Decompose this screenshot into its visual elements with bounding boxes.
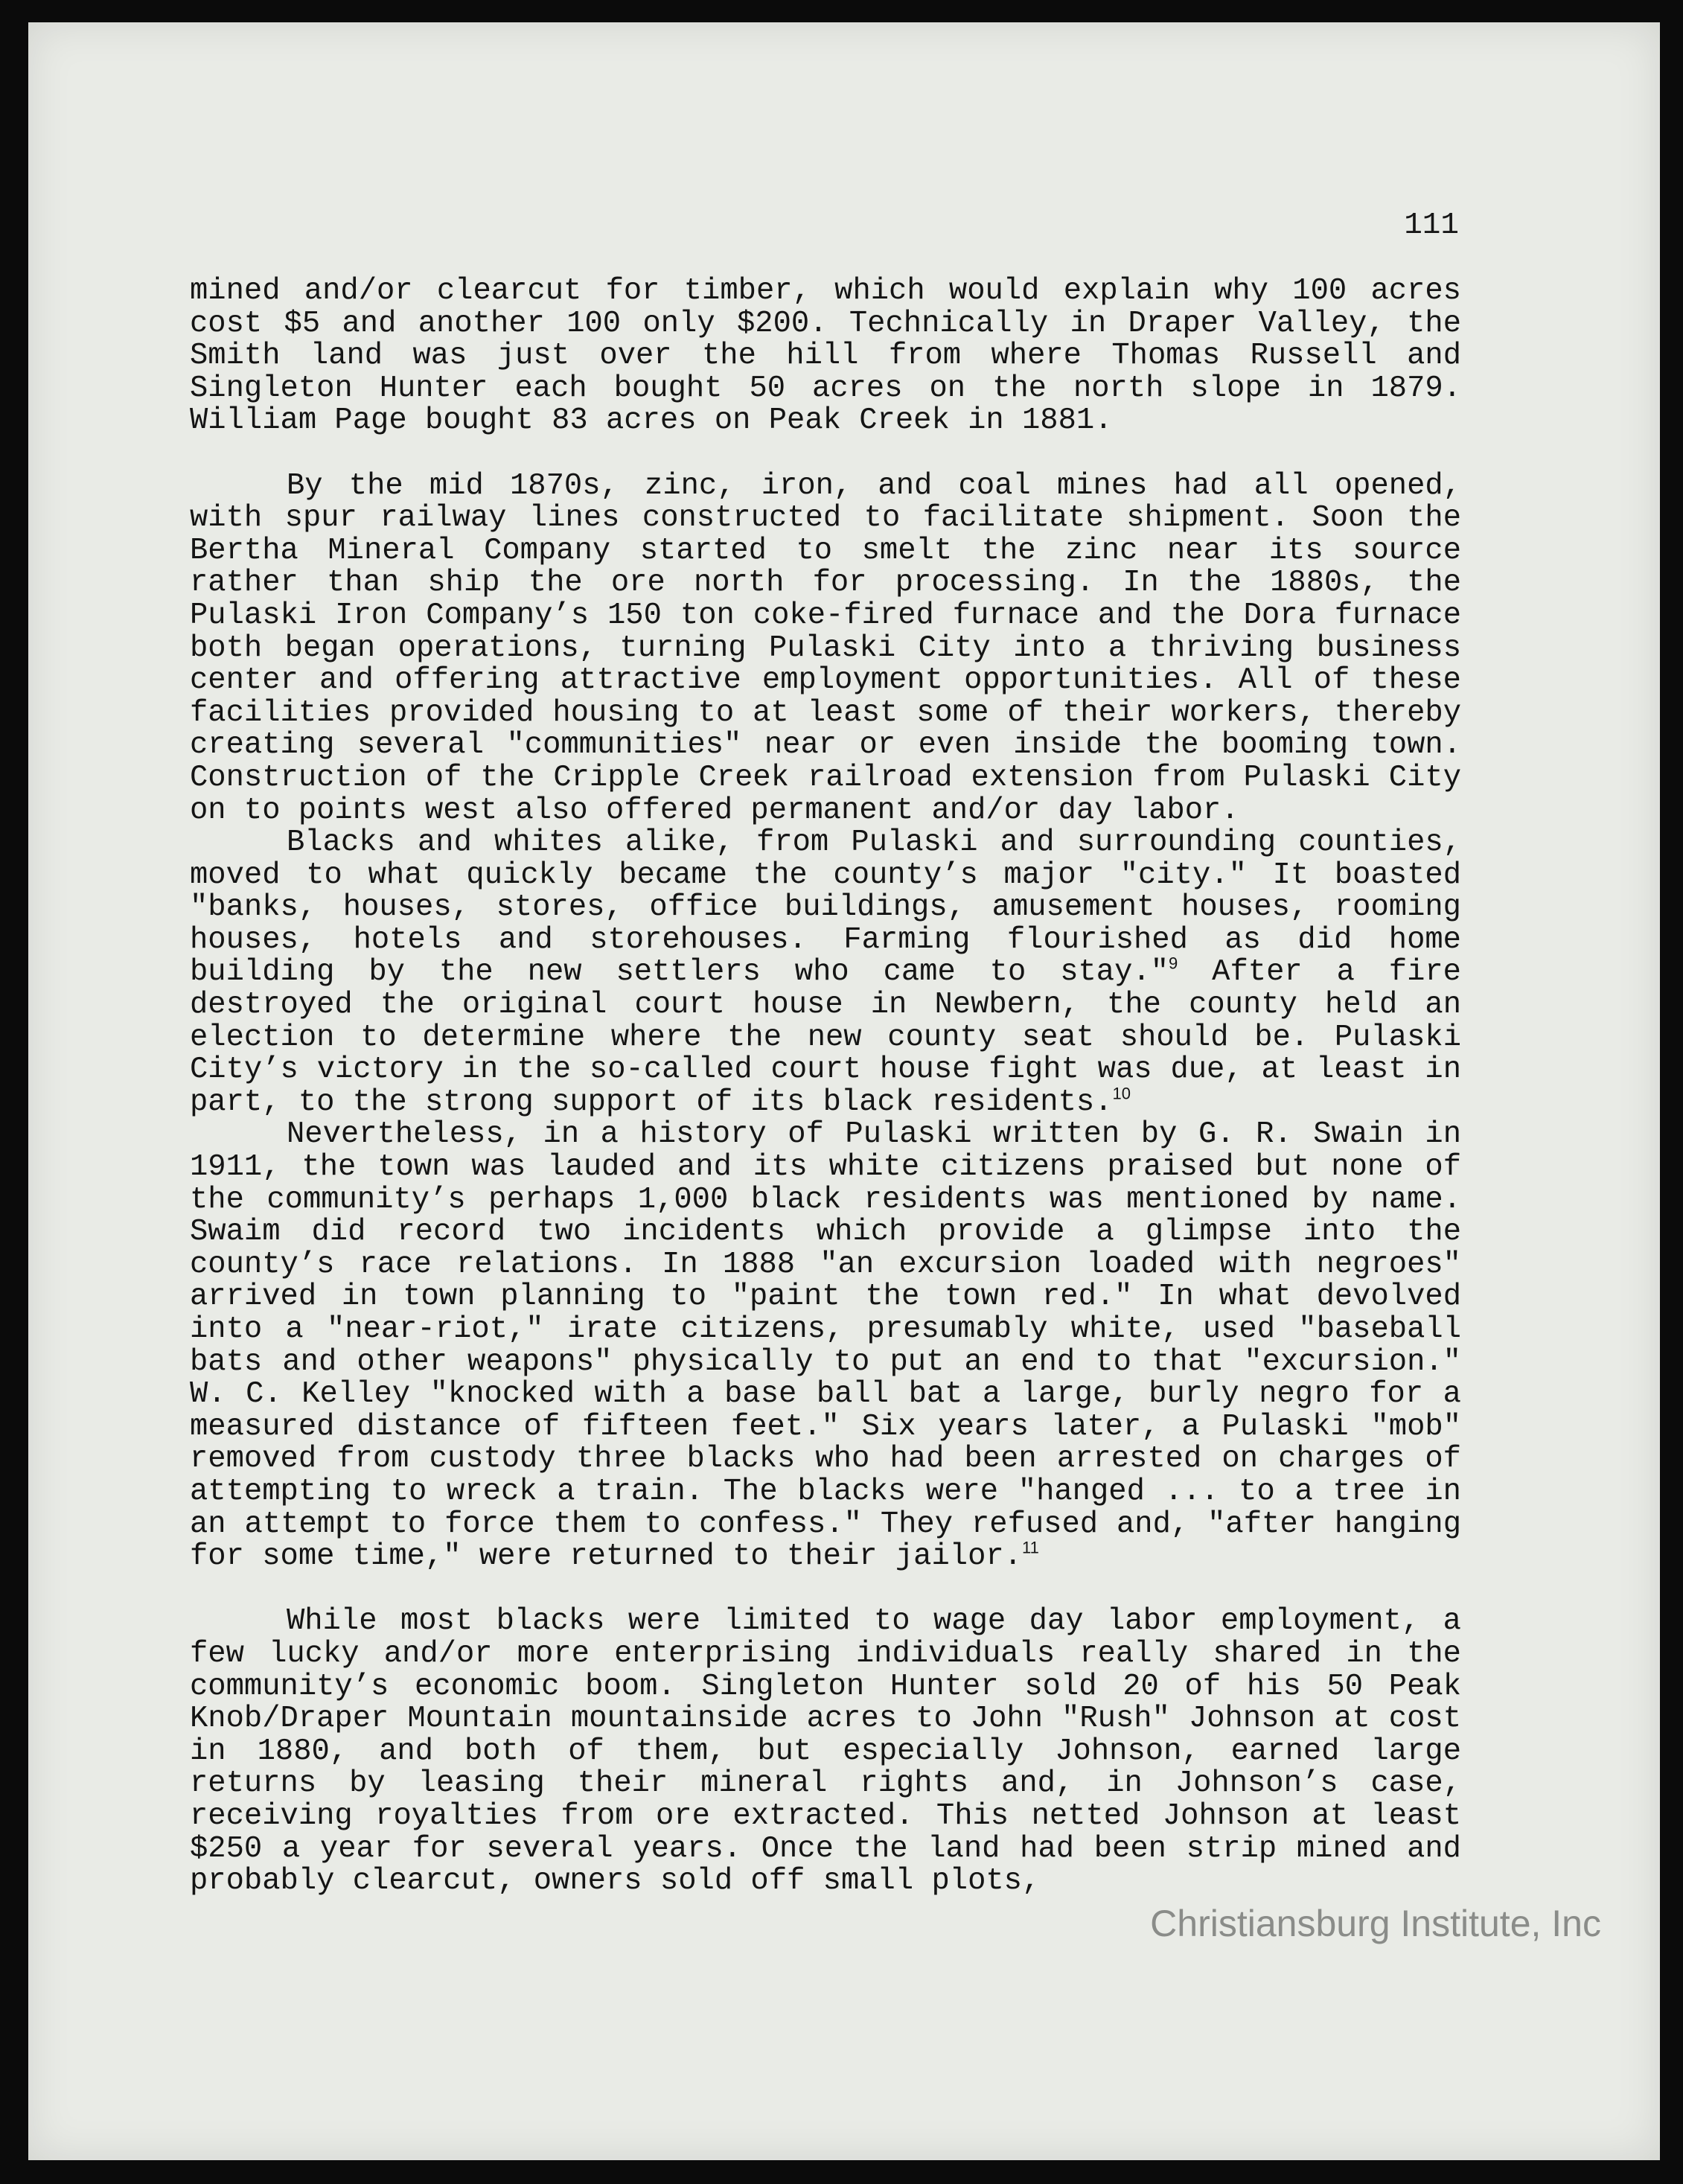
paragraph-3-text-continued: After a fire destroyed the original court house in Newbern, the county held an election to determine where the new county seat should be. Pulaski City’s victory in the so-called court house fight was due, at least in part, to the strong support of its black residents. [190, 955, 1461, 1120]
watermark: Christiansburg Institute, Inc [1150, 1903, 1601, 1944]
paragraph-3-text: Blacks and whites alike, from Pulaski and surrounding counties, moved to what quickly became the county’s major "city." It boasted "banks, houses, stores, office buildings, amusement houses, rooming houses, hotels and storehouses. Farming flourished as did home building by the new settlers who came to stay." [190, 826, 1461, 990]
paragraph-1 [190, 275, 1461, 438]
paragraph-5-text: While most blacks were limited to wage day labor employment, a few lucky and/or more enterprising individuals really shared in the community’s economic boom. Singleton Hunter sold 20 of his 50 Peak Knob/Draper Mountain mountainside acres to John "Rush" Johnson at cost in 1880, and both of them, but especially Johnson, earned large returns by leasing their mineral rights and, in Johnson’s case, receiving royalties from ore extracted. This netted Johnson at least $250 a year for several years. Once the land had been strip mined and probably clearcut, owners sold off small plots, [190, 1604, 1461, 1899]
paragraph-1-text: mined and/or clearcut for timber, which would explain why 100 acres cost $5 and another 100 only $200. Technically in Draper Valley, the Smith land was just over the hill from where Thomas Russell and Singleton Hunter each bought 50 acres on the north slope in 1879. William Page bought 83 acres on Peak Creek in 1881. [190, 274, 1461, 438]
paragraph-4-text: Nevertheless, in a history of Pulaski written by G. R. Swain in 1911, the town was lauded and its white citizens praised but none of the community’s perhaps 1,000 black residents was mentioned by name. Swaim did record two incidents which provide a glimpse into the county’s race relations. In 1888 "an excursion loaded with negroes" arrived in town planning to "paint the town red." In what devolved into a "near-riot," irate citizens, presumably white, used "baseball bats and other weapons" physically to put an end to that "excursion." W. C. Kelley "knocked with a base ball bat a large, burly negro for a measured distance of fifteen feet." Six years later, a Pulaski "mob" removed from custody three blacks who had been arrested on charges of attempting to wreck a train. The blacks were "hanged ... to a tree in an attempt to force them to confess." They refused and, "after hanging for some time," were returned to their jailor. [190, 1117, 1461, 1574]
paragraph-2 [190, 470, 1461, 828]
footnote-ref-9: 9 [1169, 954, 1178, 973]
body-text [190, 275, 1461, 1898]
page-number: 111 [1404, 208, 1459, 243]
paragraph-2-text: By the mid 1870s, zinc, iron, and coal mines had all opened, with spur railway lines constructed to facilitate shipment. Soon the Bertha Mineral Company started to smelt the zinc near its source rather than ship the ore north for processing. In the 1880s, the Pulaski Iron Company’s 150 ton coke-fired furnace and the Dora furnace both began operations, turning Pulaski City into a thriving business center and offering attractive employment opportunities. All of these facilities provided housing to at least some of their workers, thereby creating several "communities" near or even inside the booming town. Construction of the Cripple Creek railroad extension from Pulaski City on to points west also offered permanent and/or day labor. [190, 468, 1461, 828]
footnote-ref-10: 10 [1112, 1084, 1131, 1103]
footnote-ref-11: 11 [1021, 1538, 1039, 1557]
paragraph-3 [190, 827, 1461, 1119]
paragraph-4 [190, 1119, 1461, 1573]
paragraph-5 [190, 1606, 1461, 1897]
